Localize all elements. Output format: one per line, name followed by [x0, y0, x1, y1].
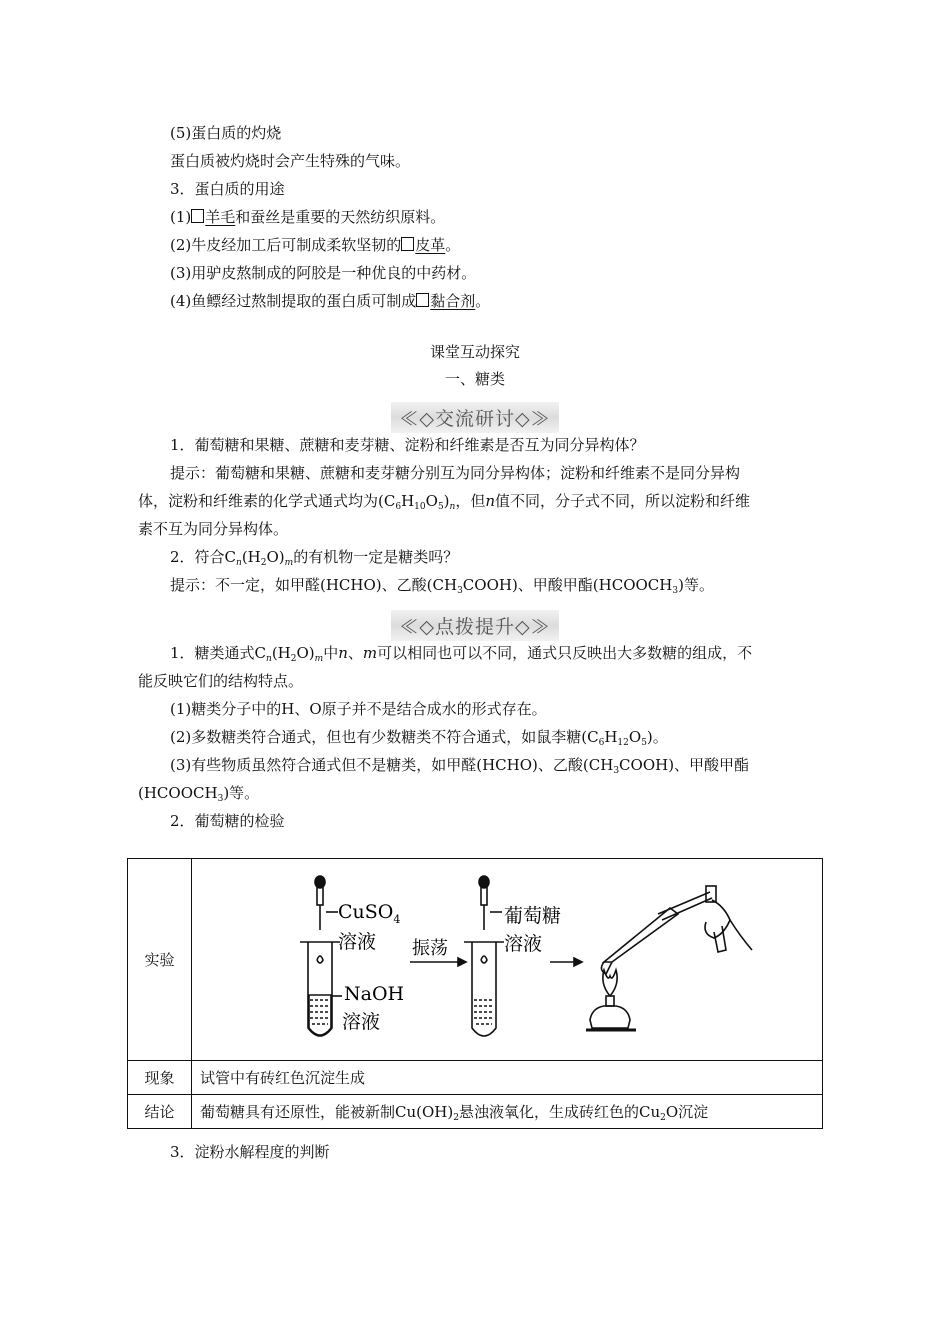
text: )等。	[678, 576, 714, 594]
answer-1-line-1: 提示：葡萄糖和果糖、蔗糖和麦芽糖分别互为同分异构体；淀粉和纤维素不是同分异构	[170, 464, 741, 482]
blank-box-icon	[191, 209, 204, 223]
text: )	[443, 492, 450, 510]
subscript: 3	[217, 794, 224, 804]
text: O沉淀	[665, 1103, 709, 1121]
banner-label: 点拨提升	[434, 616, 515, 638]
text: 悬浊液氧化，生成砖红色的Cu	[458, 1103, 661, 1121]
tip-1-sub-3-line-1	[170, 755, 749, 775]
para-protein-uses-title: 3．蛋白质的用途	[170, 180, 285, 198]
question-1: 1．葡萄糖和果糖、蔗糖和麦芽糖、淀粉和纤维素是否互为同分异构体？	[170, 436, 645, 454]
answer-2	[170, 575, 714, 595]
para-use-1	[170, 207, 445, 227]
text: 。	[445, 236, 461, 254]
tip-1-line-1	[170, 643, 752, 663]
tip-1-sub-1: (1)糖类分子中的H、O原子并不是结合成水的形式存在。	[170, 700, 547, 718]
table-row	[128, 1061, 823, 1095]
subscript: m	[284, 558, 294, 568]
experiment-diagram	[192, 860, 822, 1060]
text: )等。	[223, 784, 260, 802]
text: COOH)、甲酸甲酯	[619, 756, 750, 774]
double-chevron-left-icon: ≪◇	[399, 616, 435, 638]
subscript: 6	[598, 738, 605, 748]
tip-2-title: 2．葡萄糖的检验	[170, 812, 285, 830]
subscript: n	[449, 502, 456, 512]
subscript: 10	[414, 502, 426, 512]
text: (HCOOCH	[138, 784, 218, 802]
blank-box-icon	[401, 237, 414, 251]
text: )。	[646, 728, 668, 746]
double-chevron-left-icon: ≪◇	[399, 408, 435, 430]
subscript: 12	[617, 738, 629, 748]
banner-discussion	[0, 402, 950, 433]
text: 2．符合C	[170, 548, 237, 566]
answer-text: 黏合剂	[430, 292, 476, 310]
text: 。	[475, 292, 491, 310]
variable: n	[338, 644, 348, 662]
subscript: n	[266, 654, 272, 664]
text: 提示：不一定，如甲醛(HCHO)、乙酸(CH	[170, 576, 458, 594]
text: O)	[296, 644, 315, 662]
reagent-label-cuso4: CuSO$_4$	[338, 900, 401, 926]
text: (1)	[170, 208, 192, 226]
table-value-phenomenon: 试管中有砖红色沉淀生成	[192, 1061, 823, 1095]
text: H	[401, 492, 415, 510]
experiment-diagram-cell	[192, 859, 823, 1061]
reagent-label-glucose: 葡萄糖	[504, 904, 562, 927]
section-subtitle: 一、糖类	[444, 370, 505, 388]
text: (H	[241, 548, 261, 566]
text: 和蚕丝是重要的天然纺织原料。	[235, 208, 446, 226]
text: COOH)、甲酸甲酯(HCOOCH	[462, 576, 673, 594]
tip-1-sub-3-line-2	[138, 783, 259, 803]
text: ，但	[455, 492, 486, 510]
answer-text: 羊毛	[205, 208, 236, 226]
text: H	[604, 728, 618, 746]
question-2	[170, 547, 458, 567]
subscript: 3	[672, 586, 679, 596]
para-protein-burning-title: (5)蛋白质的灼烧	[170, 124, 282, 142]
table-label-phenomenon: 现象	[128, 1061, 192, 1095]
double-chevron-right-icon: ◇≫	[515, 616, 551, 638]
answer-text: 皮革	[415, 236, 446, 254]
text: 的有机物一定是糖类吗？	[293, 548, 459, 566]
subscript: 3	[457, 586, 463, 596]
subscript: 5	[437, 502, 444, 512]
blank-box-icon	[416, 293, 429, 307]
subscript: 2	[290, 654, 297, 664]
tip-1-sub-2	[170, 727, 668, 747]
subscript: n	[236, 558, 242, 568]
reagent-label-solution-2: 溶液	[342, 1010, 381, 1033]
text: 值不同，分子式不同，所以淀粉和纤维	[495, 492, 751, 510]
answer-1-line-2	[138, 491, 750, 511]
subscript: m	[314, 654, 324, 664]
shake-label: 振荡	[412, 937, 448, 959]
subscript: 2	[453, 1113, 459, 1123]
table-row	[128, 1095, 823, 1129]
banner-tips	[0, 610, 950, 641]
text: 体，淀粉和纤维素的化学式通式均为(C	[138, 492, 396, 510]
text: 可以相同也可以不同，通式只反映出大多数糖的组成，不	[377, 644, 753, 662]
reagent-label-solution-3: 溶液	[504, 932, 543, 955]
subscript: 6	[395, 502, 402, 512]
table-row	[128, 859, 823, 1061]
subscript: 2	[260, 558, 267, 568]
tip-3-title: 3．淀粉水解程度的判断	[170, 1143, 330, 1161]
text: 中	[323, 644, 339, 662]
text: (H	[271, 644, 291, 662]
text: 1．糖类通式C	[170, 644, 267, 662]
reagent-label-naoh: NaOH	[344, 982, 405, 1005]
glucose-test-table	[127, 858, 823, 1129]
double-chevron-right-icon: ◇≫	[515, 408, 551, 430]
banner-label: 交流研讨	[434, 408, 515, 430]
reagent-label-solution: 溶液	[338, 930, 377, 953]
variable: n	[485, 492, 496, 510]
para-protein-burning-text: 蛋白质被灼烧时会产生特殊的气味。	[170, 152, 411, 170]
text: (2)多数糖类符合通式，但也有少数糖类不符合通式，如鼠李糖(C	[170, 728, 599, 746]
section-title: 课堂互动探究	[429, 343, 520, 361]
text: 、	[347, 644, 363, 662]
table-label-experiment: 实验	[128, 859, 192, 1061]
table-value-conclusion	[192, 1095, 823, 1129]
answer-1-line-3: 素不互为同分异构体。	[138, 520, 289, 538]
para-use-4	[170, 291, 490, 311]
table-label-conclusion: 结论	[128, 1095, 192, 1129]
text: (3)有些物质虽然符合通式但不是糖类，如甲醛(HCHO)、乙酸(CH	[170, 756, 614, 774]
para-use-2	[170, 235, 460, 255]
text: (2)牛皮经加工后可制成柔软坚韧的	[170, 236, 402, 254]
subscript: 5	[641, 738, 647, 748]
text: O)	[266, 548, 285, 566]
text: 葡萄糖具有还原性，能被新制Cu(OH)	[200, 1103, 454, 1121]
subscript: 2	[660, 1113, 666, 1123]
subscript: 3	[613, 766, 620, 776]
text: (4)鱼鳔经过熬制提取的蛋白质可制成	[170, 292, 417, 310]
variable: m	[362, 644, 378, 662]
text: O	[425, 492, 438, 510]
para-use-3: (3)用驴皮熬制成的阿胶是一种优良的中药材。	[170, 264, 477, 282]
text: O	[628, 728, 642, 746]
tip-1-line-2: 能反映它们的结构特点。	[138, 672, 304, 690]
